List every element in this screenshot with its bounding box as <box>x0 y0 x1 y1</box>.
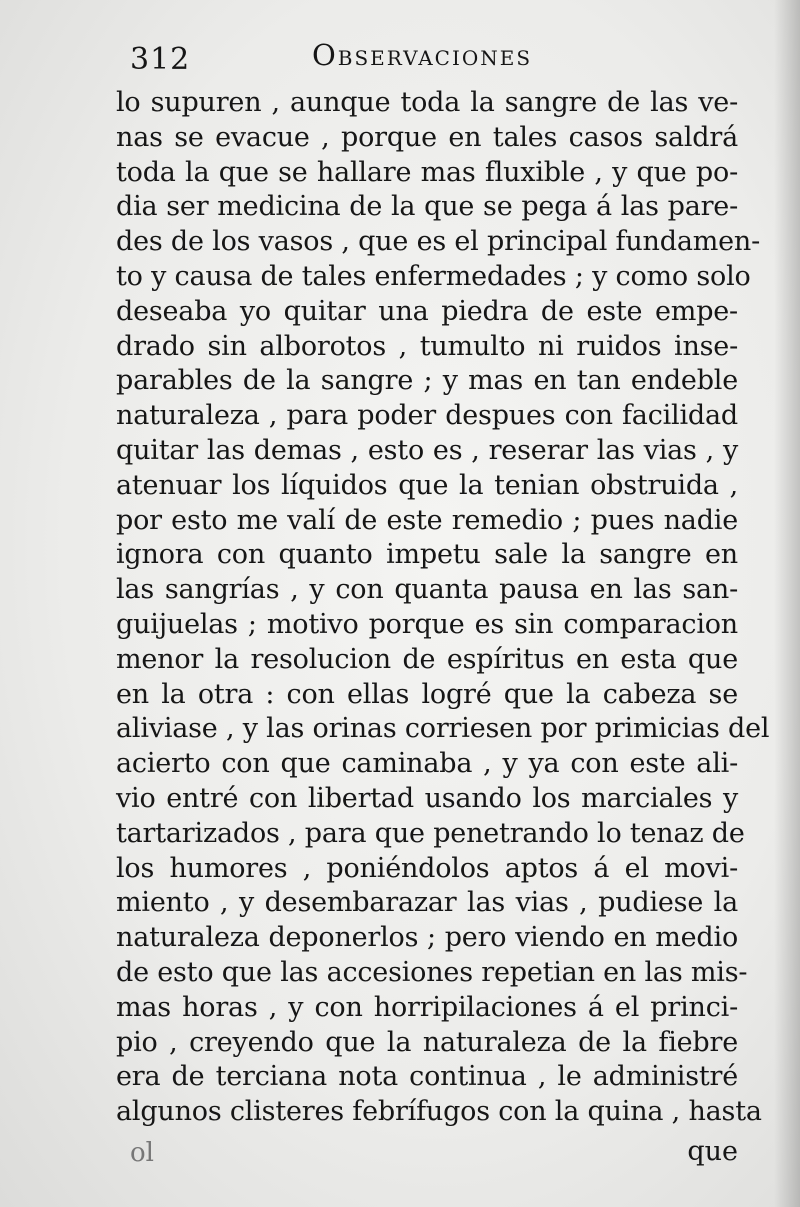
text-line: deseaba yo quitar una piedra de este empe- <box>116 295 738 327</box>
text-line: aliviase , y las orinas corriesen por primicias del <box>116 713 770 745</box>
text-line: vio entré con libertad usando los marciales y <box>116 782 738 814</box>
show-through-mark: ol <box>130 1138 154 1168</box>
text-line: menor la resolucion de espíritus en esta que <box>116 643 738 675</box>
running-head: Observaciones <box>312 38 533 72</box>
text-line: quitar las demas , esto es , reserar las vias , y <box>116 434 738 466</box>
text-line: naturaleza deponerlos ; pero viendo en medio <box>116 922 738 954</box>
text-line: en la otra : con ellas logré que la cabeza se <box>116 678 738 710</box>
page-header <box>0 34 800 84</box>
text-line: mas horas , y con horripilaciones á el princi- <box>116 991 738 1023</box>
page-footer <box>116 1136 738 1172</box>
text-line: atenuar los líquidos que la tenian obstruida , <box>116 469 738 501</box>
text-line: lo supuren , aunque toda la sangre de las ve- <box>116 87 738 118</box>
text-line: era de terciana nota continua , le administré <box>116 1061 738 1093</box>
text-line: naturaleza , para poder despues con facilidad <box>116 400 738 432</box>
text-line: miento , y desembarazar las vias , pudiese la <box>116 887 738 919</box>
text-line: toda la que se hallare mas fluxible , y que po- <box>116 156 738 188</box>
body-text <box>116 86 770 1130</box>
text-line: drado sin alborotos , tumulto ni ruidos inse- <box>116 330 738 362</box>
text-line: algunos clisteres febrífugos con la quina , hasta <box>116 1096 762 1128</box>
text-line: to y causa de tales enfermedades ; y como solo <box>116 260 751 292</box>
text-line: por esto me valí de este remedio ; pues nadie <box>116 504 738 536</box>
page-number: 312 <box>130 42 191 77</box>
text-line: de esto que las accesiones repetian en las mis- <box>116 956 748 988</box>
text-line: los humores , poniéndolos aptos á el movi- <box>116 852 738 884</box>
text-line: dia ser medicina de la que se pega á las pare- <box>116 191 738 223</box>
text-line: ignora con quanto impetu sale la sangre en <box>116 539 738 571</box>
catchword: que <box>687 1136 738 1167</box>
text-line: acierto con que caminaba , y ya con este ali- <box>116 748 738 780</box>
text-line: guijuelas ; motivo porque es sin comparacion <box>116 608 738 640</box>
text-line: las sangrías , y con quanta pausa en las san- <box>116 574 738 606</box>
text-line: parables de la sangre ; y mas en tan endeble <box>116 365 738 397</box>
text-line: tartarizados , para que penetrando lo tenaz de <box>116 817 745 849</box>
text-line: nas se evacue , porque en tales casos saldrá <box>116 121 738 153</box>
text-line: des de los vasos , que es el principal fundamen- <box>116 226 761 258</box>
page-gutter-shadow <box>774 0 800 1207</box>
text-line: pio , creyendo que la naturaleza de la fiebre <box>116 1026 738 1058</box>
